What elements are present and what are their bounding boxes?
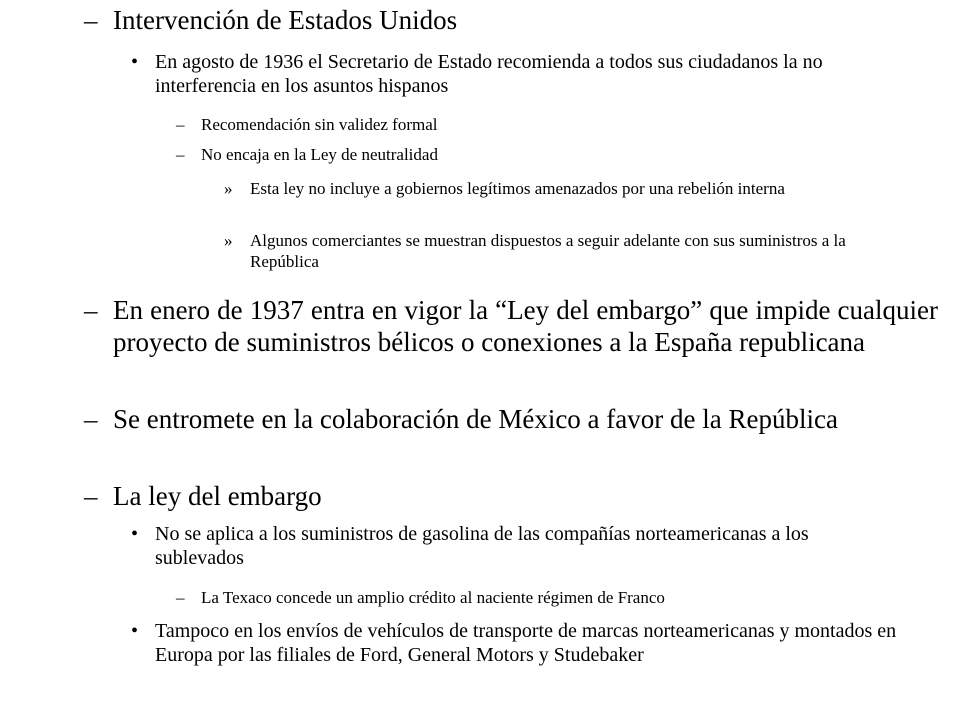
bullet-marker: • bbox=[131, 51, 139, 73]
outline-item-neutrality-law bbox=[176, 145, 900, 165]
outline-item-vehicle-shipments bbox=[131, 619, 900, 667]
outline-item-embargo-law bbox=[84, 480, 938, 512]
bullet-marker: • bbox=[131, 620, 139, 642]
item-text: Intervención de Estados Unidos bbox=[113, 5, 458, 35]
dash-marker: – bbox=[176, 145, 185, 164]
item-text: Se entromete en la colaboración de México a favor de la República bbox=[113, 404, 838, 434]
outline-item-secretary-recommendation bbox=[131, 50, 900, 98]
outline-item-texaco-credit bbox=[176, 588, 900, 608]
outline-item-merchants bbox=[224, 230, 912, 272]
dash-marker: – bbox=[84, 404, 98, 434]
guillemet-marker: » bbox=[224, 179, 233, 198]
dash-marker: – bbox=[84, 295, 98, 325]
item-text: En enero de 1937 entra en vigor la “Ley del embargo” que impide cualquier proyecto de suministros bélicos o conexiones a la España republicana bbox=[113, 295, 938, 357]
outline-item-legitimate-governments bbox=[224, 178, 912, 199]
item-text: No encaja en la Ley de neutralidad bbox=[201, 145, 438, 164]
guillemet-marker: » bbox=[224, 231, 233, 250]
item-text: La Texaco concede un amplio crédito al naciente régimen de Franco bbox=[201, 588, 665, 607]
outline-item-no-formal-validity bbox=[176, 115, 900, 135]
outline-item-mexico-collaboration bbox=[84, 403, 938, 435]
dash-marker: – bbox=[84, 5, 98, 35]
outline-item-gasoline-supplies bbox=[131, 522, 900, 570]
dash-marker: – bbox=[176, 115, 185, 134]
item-text: La ley del embargo bbox=[113, 481, 322, 511]
item-text: No se aplica a los suministros de gasolina de las compañías norteamericanas a los sublevados bbox=[155, 523, 809, 569]
dash-marker: – bbox=[84, 481, 98, 511]
dash-marker: – bbox=[176, 588, 185, 607]
item-text: Esta ley no incluye a gobiernos legítimos amenazados por una rebelión interna bbox=[250, 179, 785, 198]
outline-item-embargo-law-1937 bbox=[84, 294, 938, 358]
bullet-marker: • bbox=[131, 523, 139, 545]
item-text: Tampoco en los envíos de vehículos de transporte de marcas norteamericanas y montados en Europa por las filiales de Ford, General Motors y Studebaker bbox=[155, 620, 897, 666]
item-text: Algunos comerciantes se muestran dispuestos a seguir adelante con sus suministros a la República bbox=[250, 231, 846, 271]
item-text: Recomendación sin validez formal bbox=[201, 115, 438, 134]
item-text: En agosto de 1936 el Secretario de Estado recomienda a todos sus ciudadanos la no interferencia en los asuntos hispanos bbox=[155, 51, 823, 97]
outline-item-us-intervention bbox=[84, 4, 938, 36]
